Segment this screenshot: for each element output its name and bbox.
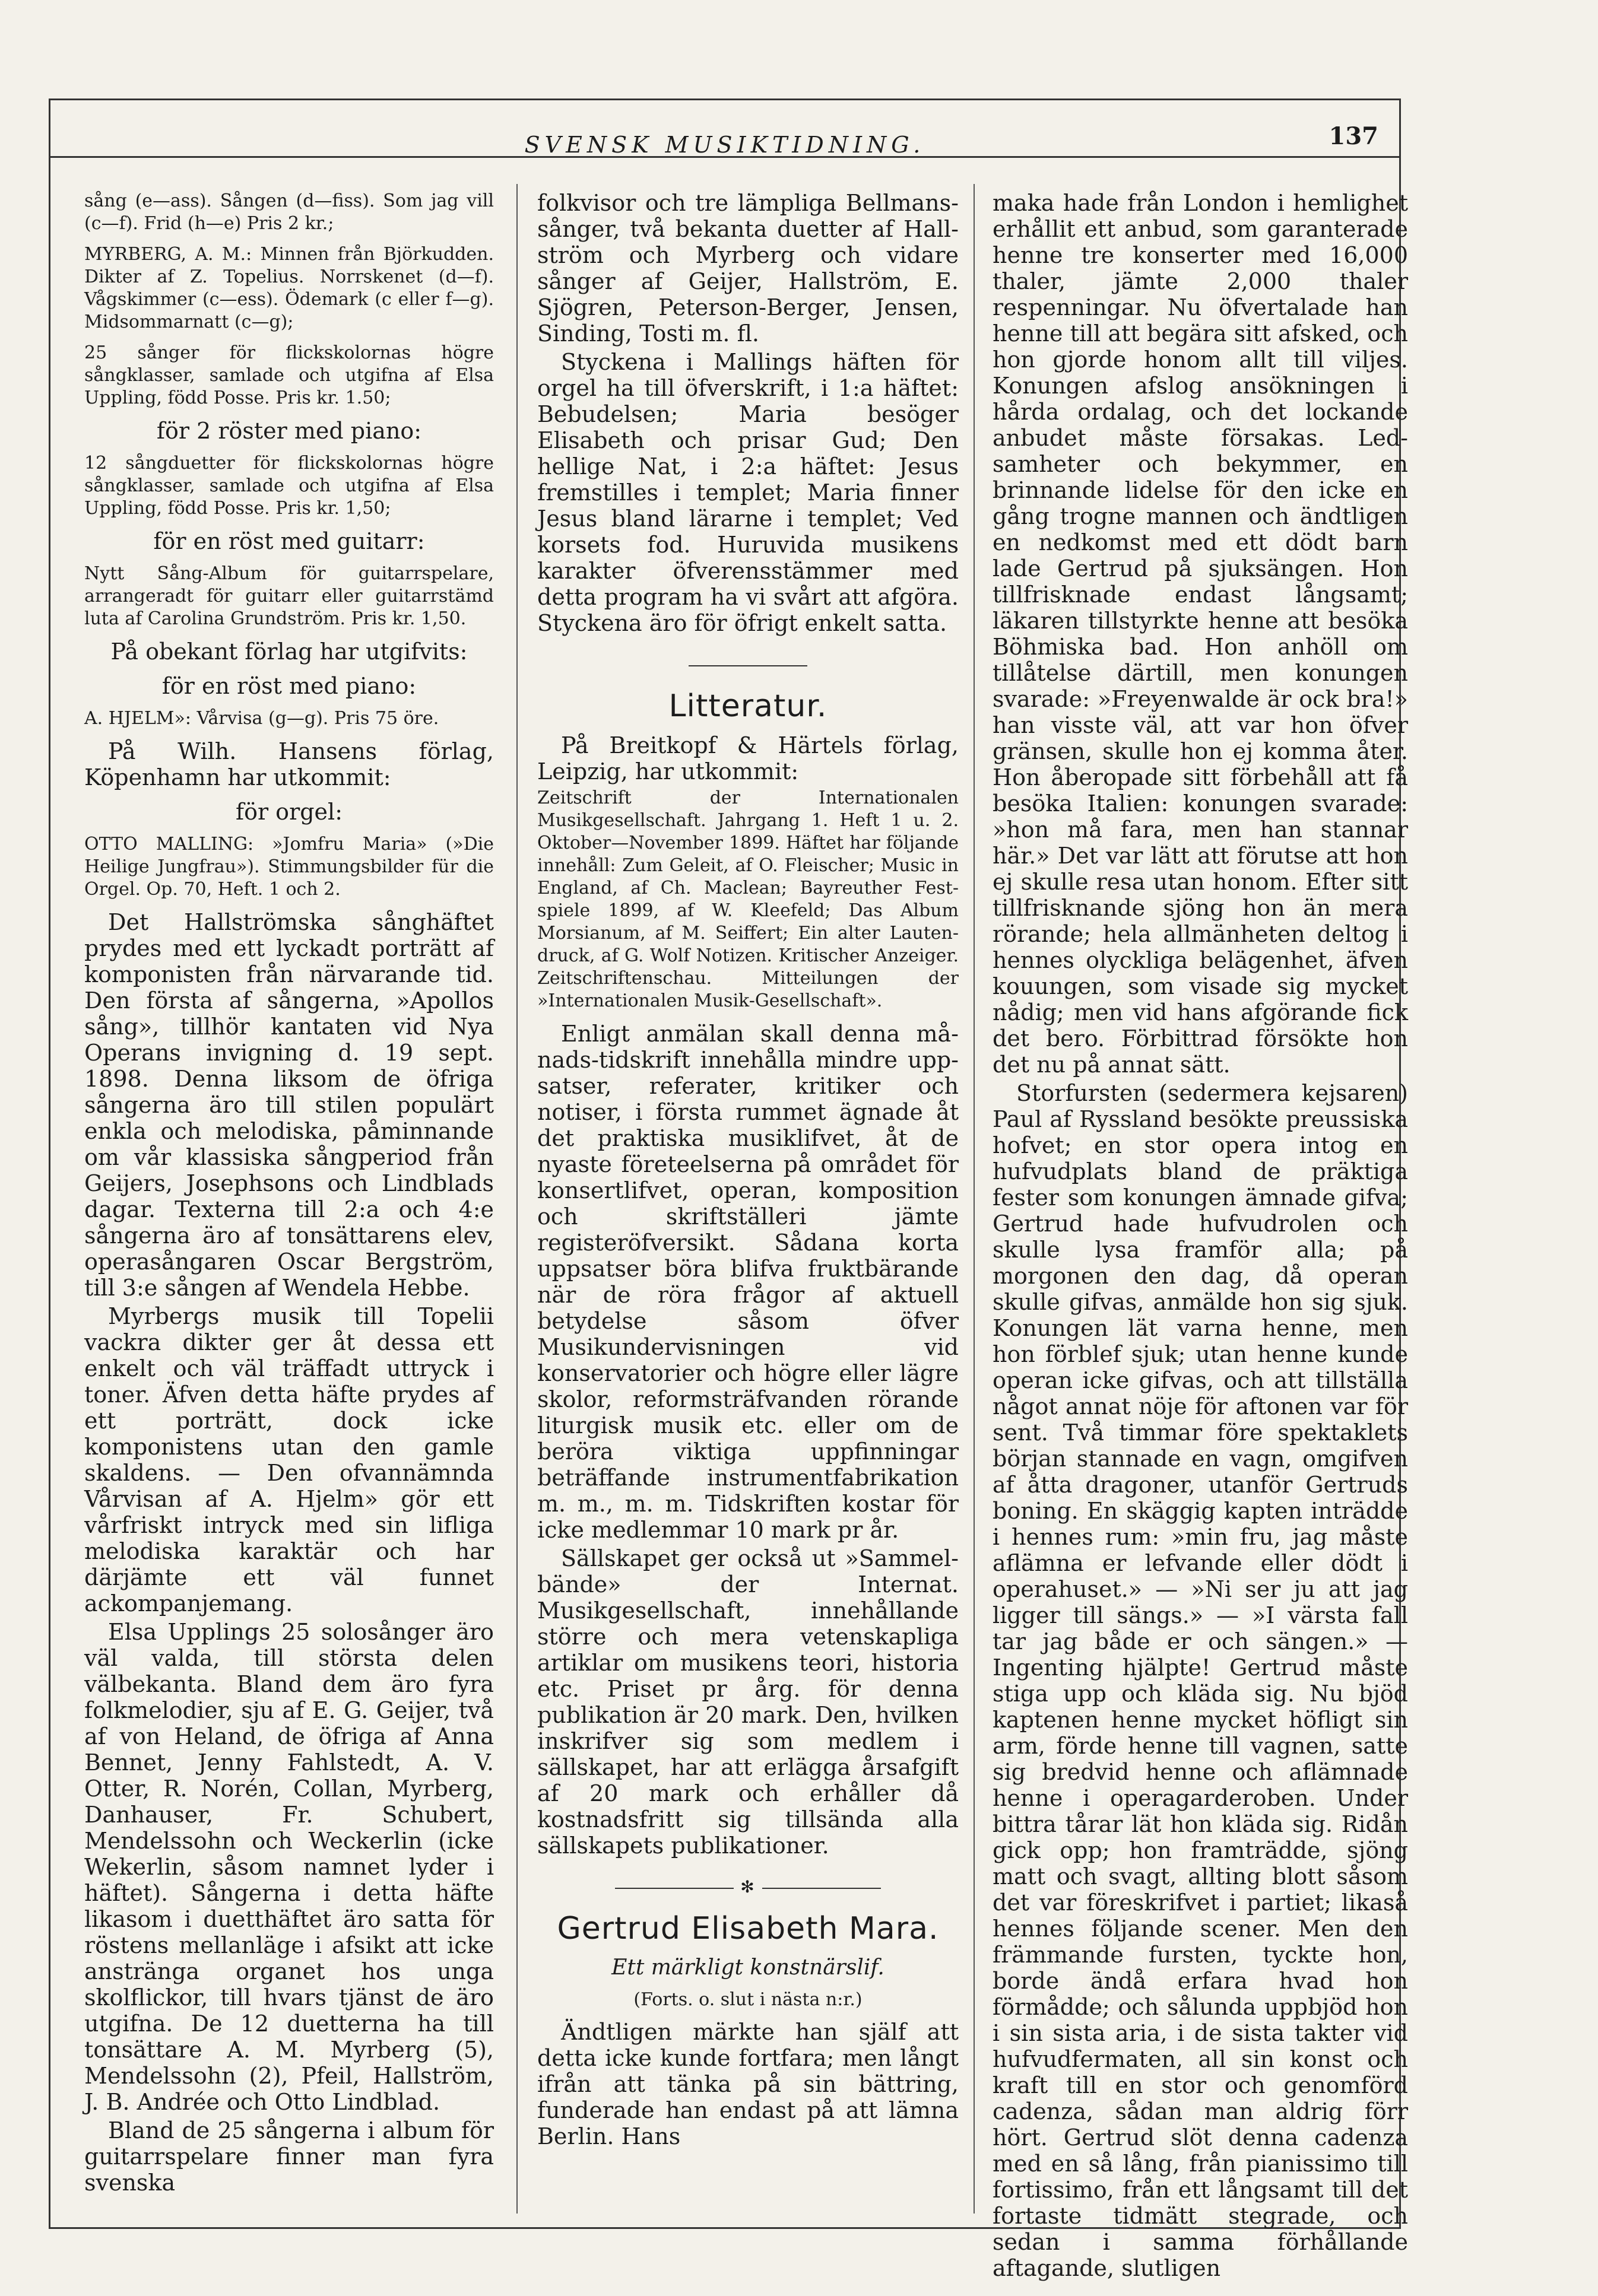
paragraph: Bland de 25 sångerna i album för guitarrspelare finner man fyra svenska: [84, 2117, 494, 2196]
column-3: [993, 190, 1408, 2281]
article-title: Gertrud Elisabeth Mara.: [557, 1911, 939, 1946]
listing-entry: Nytt Sång-Album för guitarrspelare, arrangeradt för guitarr eller guitarrstämd luta af Carolina Grundström. Pris kr. 1,50.: [84, 563, 494, 629]
column-2: [537, 190, 959, 2225]
ornament-divider: ✻: [537, 1874, 959, 1900]
paragraph: Det Hallströmska sånghäftet prydes med ett lyckadt porträtt af komponisten från närvarande tid. Den första af sångerna, »Apollos sång», tillhör kantaten vid Nya Operans invigning d. 19 sept. 1898. Denna liksom de öfriga sångerna äro till stilen populärt enkla och melodiska, påminnande om vår klassiska sångperiod från Geijers, Josephsons och Lindblads dagar. Texterna till 2:a och 4:e sångerna äro af tonsättarens elev, operasångaren Oscar Bergström, till 3:e sången af Wendela Hebbe.: [84, 909, 494, 1301]
listing-entry: sång (e—ass). Sången (d—fiss). Som jag vill (c—f). Frid (h—e) Pris 2 kr.;: [84, 190, 494, 234]
article-subtitle: Ett märkligt konstnärslif.: [611, 1955, 884, 1980]
page-header: [49, 99, 1401, 158]
paragraph: Styckena i Mallings häften för orgel ha till öfverskrift, i 1:a häftet: Bebudelsen; Maria besöger Elisabeth och prisar Gud; Den hellige Nat, i 2:a häftet: Jesus fremstilles i templet; Maria finner Jesus bland lärarne i templet; Ved korsets fod. Huruvida musikens karakter öfverensstämmer med detta program ha vi svårt att afgöra. Styckena äro för öfrigt enkelt satta.: [537, 349, 959, 636]
listing-entry: A. HJELM»: Vårvisa (g—g). Pris 75 öre.: [84, 708, 439, 729]
paragraph: Elsa Upplings 25 solosånger äro väl valda, till största delen välbekanta. Bland dem äro fyra folkmelodier, sju af E. G. Geijer, två af von Heland, de öfriga af Anna Bennet, Jenny Fahlstedt, A. V. Otter, R. Norén, Collan, Myrberg, Danhauser, Fr. Schubert, Mendelssohn och Weckerlin (icke Wekerlin, såsom namnet lyder i häftet). Sångerna i detta häfte likasom i duetthäftet äro satta för röstens mellanläge i afsikt att icke anstränga organet hos unga skolflickor, till hvars tjänst de äro utgifna. De 12 duetterna ha till tonsättare A. M. Myrberg (5), Mendelssohn (2), Pfeil, Hallström, J. B. Andrée och Otto Lindblad.: [84, 1619, 494, 2115]
section-subheading: för orgel:: [236, 799, 343, 825]
paragraph: Sällskapet ger också ut »Sammelbände» der Internat. Musikgesellschaft, innehållande större och mera vetenskapliga artiklar om musikens teori, historia etc. Priset pr årg. för denna publikation är 20 mark. Den, hvilken inskrifver sig som medlem i sällskapet, har att erlägga årsafgift af 20 mark och erhåller då kostnadsfritt sig tillsända alla sällskapets publikationer.: [537, 1545, 959, 1859]
listing-entry: OTTO MALLING: »Jomfru Maria» (»Die Heilige Jungfrau»). Stimmungsbilder für die Orgel. Op. 70, Heft. 1 och 2.: [84, 834, 494, 900]
paragraph: maka hade från London i hemlighet erhållit ett anbud, som garanterade henne tre konserter med 16,000 thaler, jämte 2,000 thaler respenningar. Nu öfvertalade han henne till att begära sitt afsked, och hon gjorde honom allt till viljes. Konungen afslog ansökningen i hårda ordalag, och det lockande anbudet måste försakas. Ledsamheter och bekymmer, en brinnande lidelse för den icke en gång trogne mannen och ändtligen en nedkomst med ett dödt barn lade Gertrud på sjuksängen. Hon tillfrisknade endast långsamt; läkaren tillstyrkte henne att besöka Böhmiska bad. Hon anhöll om tillåtelse därtill, men konungen svarade: »Freyenwalde är ock bra!» han visste väl, att var hon öfver gränsen, skulle hon ej komma åter. Hon åberopade sitt förbehåll att få besöka Italien: konungen svarade: »hon må fara, men han stannar här.» Det var lätt att förutse att hon ej skulle resa utan honom. Efter sitt tillfrisknande sjöng hon än mera rörande; hela allmänheten deltog i hennes olyckliga belägenhet, äfven kouungen, som visade sig mycket nådig; men vid hans afgörande fick det bero. Förbittrad försökte hon det nu på annat sätt.: [993, 190, 1408, 1078]
listing-entry: 12 sångduetter för flickskolornas högre sångklasser, samlade och utgifna af Elsa Uppling, född Posse. Pris kr. 1,50;: [84, 453, 494, 519]
paragraph: På Breitkopf & Härtels förlag, Leipzig, har utkommit:: [537, 732, 959, 785]
section-heading-litteratur: Litteratur.: [668, 688, 827, 724]
section-subheading: På obekant förlag har utgifvits:: [110, 639, 468, 665]
paragraph: Storfursten (sedermera kejsaren) Paul af Ryssland besökte preussiska hofvet; en stor opera intog en hufvudplats bland de präktiga fester som konungen ämnade gifva; Gertrud hade hufvudrolen och skulle lysa framför alla; på morgonen den dag, då operan skulle gifvas, anmälde hon sig sjuk. Konungen lät varna henne, men hon förblef sjuk; utan henne kunde operan icke gifvas, och att tillställa något annat nöje för aftonen var för sent. Två timmar före spektaklets början stannade en vagn, omgifven af åtta dragoner, utanför Gertruds boning. En skäggig kapten inträdde i hennes rum: »min fru, jag måste aflämna er lefvande eller dödt i operahuset.» — »Ni ser ju att jag ligger till sängs.» — »I värsta fall tar jag både er och sängen.» — Ingenting hjälpte! Gertrud måste stiga upp och kläda sig. Nu bjöd kaptenen henne mycket höfligt sin arm, förde henne till vagnen, satte sig bredvid henne och aflämnade henne i operagarderoben. Under bittra tårar lät hon kläda sig. Ridån gick opp; hon framträdde, sjöng matt och svagt, allting blott såsom det var föreskrifvet i partiet; likaså hennes följande scener. Men den främmande fursten, tyckte hon, borde ändå erfara hvad hon förmådde; och sålunda uppbjöd hon i sin sista aria, i de sista takter vid hufvudfermaten, all sin konst och kraft till en stor och genomförd cadenza, sådan man aldrig förr hört. Gertrud slöt denna cadenza med en så lång, från pianissimo till fortissimo, från ett långsamt till det fortaste tidmätt stegrade, och sedan i samma förhållande aftagande, slutligen: [993, 1080, 1408, 2281]
paragraph: Ändtligen märkte han själf att detta icke kunde fortfara; men långt ifrån att tänka på sin bättring, funderade han endast på att lämna Berlin. Hans: [537, 2019, 959, 2149]
paragraph: folkvisor och tre lämpliga Bellmanssånger, två bekanta duetter af Hallström och Myrberg och vidare sånger af Geijer, Hallström, E. Sjögren, Peterson-Berger, Jensen, Sinding, Tosti m. fl.: [537, 190, 959, 347]
listing-entry: MYRBERG, A. M.: Minnen från Björkudden. Dikter af Z. Topelius. Norrskenet (d—f). Vågskimmer (c—ess). Ödemark (c eller f—g). Midsommarnatt (c—g);: [84, 244, 494, 332]
listing-entry: Zeitschrift der Internationalen Musikgesellschaft. Jahrgang 1. Heft 1 u. 2. Oktober—November 1899. Häftet har följande innehåll: Zum Geleit, af O. Fleischer; Music in England, af Ch. Maclean; Bayreuther Festspiele 1899, af W. Kleefeld; Das Album Morsianum, af M. Seiffert; Ein alter Lautendruck, af G. Wolf Notizen. Kritischer Anzeiger. Zeitschriftenschau. Mitteilungen der »Internationalen Musik-Gesellschaft».: [537, 787, 959, 1011]
section-subheading: för en röst med piano:: [161, 673, 417, 699]
paragraph: Enligt anmälan skall denna månads-tidskrift innehålla mindre uppsatser, referater, kritiker och notiser, i första rummet ägnade åt det praktiska musiklifvet, åt de nyaste företeelserna på området för konsertlifvet, operan, komposition och skriftställeri jämte registeröfversikt. Sådana korta uppsatser böra blifva fruktbärande när de röra frågor af aktuell betydelse såsom öfver Musikundervisningen vid konservatorier och högre eller lägre skolor, reformsträfvanden rörande liturgisk musik etc. eller om de beröra viktiga uppfinningar beträffande instrumentfabrikation m. m., m. m. Tidskriften kostar för icke medlemmar 10 mark pr år.: [537, 1021, 959, 1543]
ornament-divider: [537, 652, 959, 678]
column-divider-1: [516, 184, 518, 2214]
journal-title: SVENSK MUSIKTIDNING.: [524, 132, 925, 158]
paragraph: På Wilh. Hansens förlag, Köpenhamn har utkommit:: [84, 738, 494, 790]
section-subheading: för en röst med guitarr:: [153, 528, 425, 554]
paragraph: Myrbergs musik till Topelii vackra dikter ger åt dessa ett enkelt och väl träffadt uttryck i toner. Äfven detta häfte prydes af ett porträtt, dock icke komponistens utan den gamle skaldens. — Den ofvannämnda Vårvisan af A. Hjelm» gör ett vårfriskt intryck med sin lifliga melodiska karaktär och har därjämte ett väl funnet ackompanjemang.: [84, 1303, 494, 1617]
column-divider-2: [974, 184, 975, 2214]
listing-entry: 25 sånger för flickskolornas högre sångklasser, samlade och utgifna af Elsa Uppling, född Posse. Pris kr. 1.50;: [84, 342, 494, 408]
column-1: [84, 190, 494, 2225]
section-subheading: för 2 röster med piano:: [156, 418, 422, 444]
page-number: 137: [1329, 122, 1378, 150]
continuation-note: (Forts. o. slut i nästa n:r.): [633, 1989, 863, 2010]
